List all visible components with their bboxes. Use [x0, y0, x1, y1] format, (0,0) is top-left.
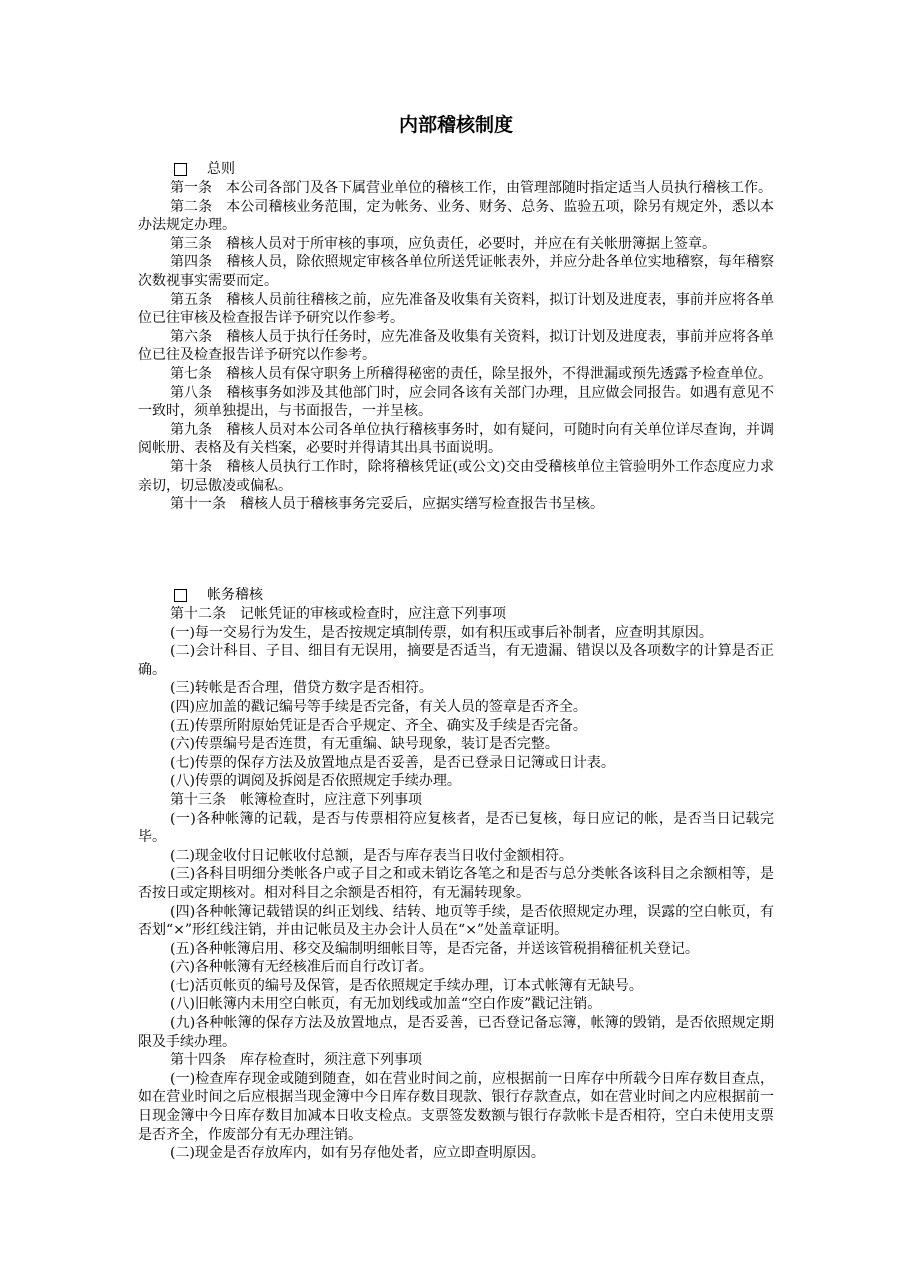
paragraph: (四)应加盖的戳记编号等手续是否完备，有关人员的签章是否齐全。	[170, 698, 587, 715]
paragraph: (八)传票的调阅及拆阅是否依照规定手续办理。	[170, 773, 461, 790]
paragraph: 第四条 稽核人员，除依照规定审核各单位所送凭证帐表外，并应分赴各单位实地稽察，每年稽察次数视事实需要而定。	[138, 254, 774, 289]
paragraph: (七)活页帐页的编号及保管，是否依照规定手续办理，订本式帐簿有无缺号。	[170, 977, 643, 994]
paragraph: 第二条 本公司稽核业务范围，定为帐务、业务、财务、总务、监验五项，除另有规定外，悉以本办法规定办理。	[138, 198, 774, 234]
paragraph: 第十二条 记帐凭证的审核或检查时，应注意下列事项	[170, 606, 506, 622]
paragraph: 第十四条 库存检查时，须注意下列事项	[170, 1052, 422, 1069]
paragraph: (六)传票编号是否连贯，有无重编、缺号现象，装订是否完整。	[170, 736, 559, 753]
paragraph: (四)各种帐簿记载错误的纠正划线、结转、地页等手续，是否依照规定办理，误露的空白帐页，有否划“×”形红线注销，并由记帐员及主办会计人员在“×”处盖章证明。	[138, 903, 774, 939]
paragraph: 第六条 稽核人员于执行任务时，应先准备及收集有关资料，拟订计划及进度表，事前并应将各单位已往及检查报告详予研究以作参考。	[138, 328, 774, 364]
paragraph: (五)传票所附原始凭证是否合乎规定、齐全、确实及手续是否完备。	[170, 717, 587, 734]
paragraph: (五)各种帐簿启用、移交及编制明细帐目等，是否完备，并送该管税捐稽征机关登记。	[170, 940, 699, 957]
paragraph: 第十条 稽核人员执行工作时，除将稽核凭证(或公文)交由受稽核单位主管验明外工作态度应力求亲切，切忌傲凌或偏私。	[138, 458, 774, 494]
paragraph: 第五条 稽核人员前往稽核之前，应先准备及收集有关资料，拟订计划及进度表，事前并应将各单位已往审核及检查报告详予研究以作参考。	[138, 291, 774, 327]
section-heading-text: 总则	[207, 161, 235, 178]
paragraph: (九)各种帐簿的保存方法及放置地点，是否妥善，已否登记备忘簿，帐簿的毁销，是否依照规定期限及手续办理。	[138, 1015, 774, 1050]
section-heading	[138, 586, 774, 605]
document-title: 内部稽核制度	[398, 114, 513, 136]
paragraph: (一)检查库存现金或随到随查，如在营业时间之前，应根据前一日库存中所载今日库存数目查点，如在营业时间之后应根据当现金簿中今日库存数目现款、银行存款查点，如在营业时间之内应根据前一日现金簿中今日库存数目加减本日收支检点。支票签发数额与银行存款帐卡是否相符，空白未使用支票是否齐全，作废部分有无办理注销。	[138, 1070, 774, 1143]
paragraph: 第十一条 稽核人员于稽核事务完妥后，应据实缮写检查报告书呈核。	[170, 496, 604, 513]
paragraph: (六)各种帐簿有无经核准后而自行改订者。	[170, 959, 433, 976]
section-accounting-audit	[138, 586, 774, 1163]
paragraph: (三)转帐是否合理，借贷方数字是否相符。	[170, 680, 433, 697]
paragraph: (一)每一交易行为发生，是否按规定填制传票，如有积压或事后补制者，应查明其原因。	[170, 624, 713, 641]
paragraph: (二)现金收付日记帐收付总额，是否与库存表当日收付金额相符。	[170, 847, 573, 864]
paragraph: 第十三条 帐簿检查时，应注意下列事项	[170, 791, 422, 808]
section-heading-text: 帐务稽核	[207, 587, 263, 604]
paragraph: 第八条 稽核事务如涉及其他部门时，应会同各该有关部门办理，且应做会同报告。如遇有意见不一致时，须单独提出，与书面报告，一并呈核。	[138, 384, 774, 420]
paragraph: 第九条 稽核人员对本公司各单位执行稽核事务时，如有疑问，可随时向有关单位详尽查询，并调阅帐册、表格及有关档案，必要时并得请其出具书面说明。	[138, 421, 774, 457]
paragraph: (二)会计科目、子目、细目有无误用，摘要是否适当，有无遗漏、错误以及各项数字的计算是否正确。	[138, 643, 774, 678]
checkbox-icon	[174, 589, 187, 602]
section-heading	[138, 160, 774, 179]
paragraph: (八)旧帐簿内未用空白帐页，有无加划线或加盖“空白作废”戳记注销。	[170, 996, 602, 1013]
paragraph: (七)传票的保存方法及放置地点是否妥善，是否已登录日记簿或日计表。	[170, 754, 615, 771]
section-general	[138, 160, 774, 514]
checkbox-icon	[174, 163, 187, 176]
paragraph: 第一条 本公司各部门及各下属营业单位的稽核工作，由管理部随时指定适当人员执行稽核工作。	[170, 180, 772, 196]
paragraph: (一)各种帐簿的记载，是否与传票相符应复核者，是否已复核，每日应记的帐，是否当日记载完毕。	[138, 810, 774, 846]
paragraph: 第三条 稽核人员对于所审核的事项，应负责任，必要时，并应在有关帐册簿据上签章。	[170, 235, 716, 252]
paragraph: 第七条 稽核人员有保守职务上所稽得秘密的责任，除呈报外，不得泄漏或预先透露予检查单位。	[170, 365, 772, 382]
paragraph: (三)各科目明细分类帐各户或子目之和或未销讫各笔之和是否与总分类帐各该科目之余额相等，是否按日或定期核对。相对科目之余额是否相符，有无漏转现象。	[138, 866, 774, 901]
paragraph: (二)现金是否存放库内，如有另存他处者，应立即查明原因。	[170, 1145, 545, 1162]
